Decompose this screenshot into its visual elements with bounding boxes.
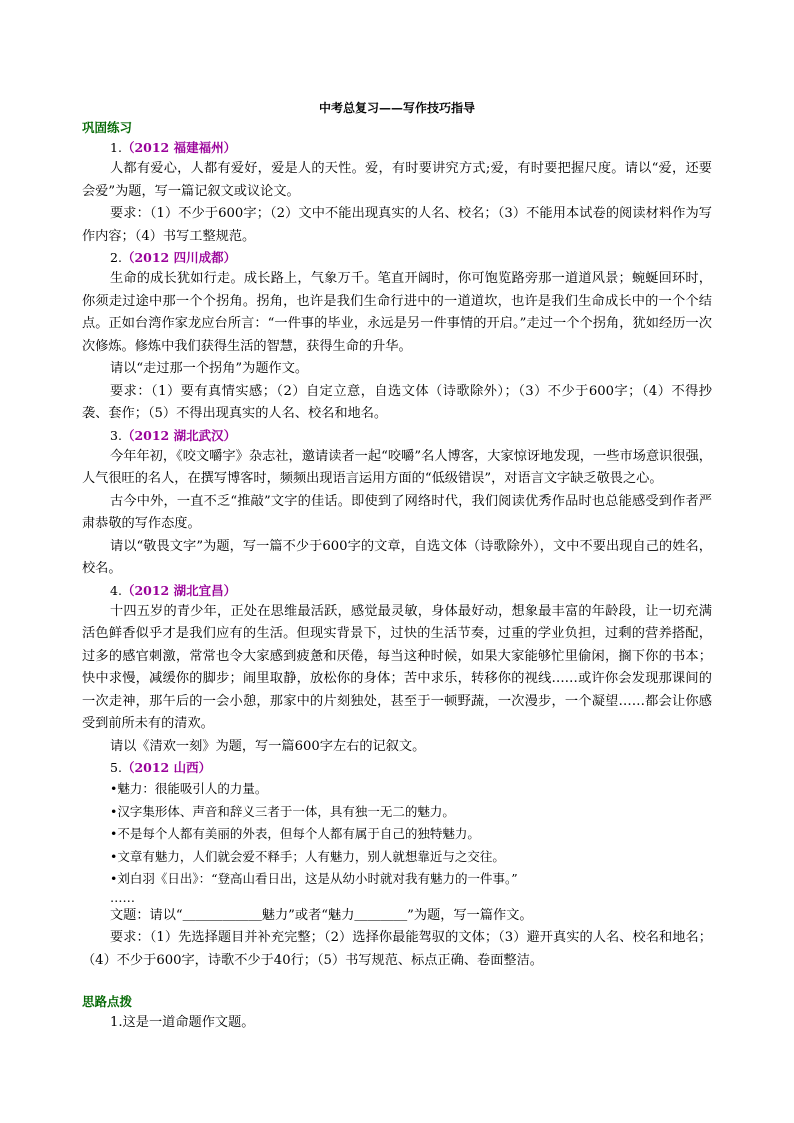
bullet-line: •刘白羽《日出》：“登高山看日出，这是从幼小时就对我有魅力的一件事。” [110, 871, 518, 886]
question-number: 5. [110, 760, 122, 775]
bullet-line: •魅力：很能吸引人的力量。 [110, 781, 268, 796]
question-header [82, 426, 712, 446]
document-page [82, 100, 712, 1035]
question-4 [82, 581, 712, 759]
paragraph: 要求：（1）要有真情实感；（2）自定立意，自选文体（诗歌除外）；（3）不少于600字；（4）不得抄袭、套作；（5）不得出现真实的人名、校名和地名。 [82, 383, 712, 421]
question-source: （2012 四川成都） [121, 250, 237, 265]
paragraph: 请以《清欢一刻》为题，写一篇600字左右的记叙文。 [110, 738, 426, 754]
question-source: （2012 湖北武汉） [121, 427, 237, 443]
section-tips-heading: 思路点拨 [82, 994, 133, 1009]
paragraph: 十四五岁的青少年，正处在思维最活跃，感觉最灵敏，身体最好动，想象最丰富的年龄段，让一切充满活色鲜香似乎才是我们应有的生活。但现实背景下，过快的生活节奏，过重的学业负担，过剩的营养搭配，过多的感官刺激，常常也令大家感到疲惫和厌倦，每当这种时候，如果大家能够忙里偷闲，搁下你的书本；快中求慢，减缓你的脚步；闹里取静，放松你的身体；苦中求乐，转移你的视线……或许你会发现那课间的一次走神，那午后的一会小憩，那家中的片刻独处，甚至于一顿野蔬，一次漫步，一个凝望……都会让你感受到前所未有的清欢。 [82, 603, 712, 731]
question-1 [82, 138, 712, 248]
question-source: （2012 山西） [121, 760, 212, 775]
question-number: 1. [110, 140, 122, 155]
spacer [82, 972, 712, 992]
paragraph: 生命的成长犹如行走。成长路上，气象万千。笔直开阔时，你可饱览路旁那一道道风景；蜿蜒回环时，你须走过途中那一个个拐角。拐角，也许是我们生命行进中的一道道坎，也许是我们生命成长中的一个个结点。正如台湾作家龙应台所言：“一件事的毕业，永远是另一件事情的开启。”走过一个个拐角，犹如经历一次次修炼。修炼中我们获得生活的智慧，获得生命的升华。 [82, 271, 712, 354]
tip-line: 1.这是一道命题作文题。 [110, 1015, 255, 1030]
question-3 [82, 426, 712, 581]
paragraph: 人都有爱心，人都有爱好，爱是人的天性。爱，有时要讲究方式;爱，有时要把握尺度。请以“爱，还要会爱”为题，写一篇记叙文或议论文。 [82, 161, 712, 199]
question-header [82, 138, 712, 158]
question-source: （2012 福建福州） [121, 140, 237, 155]
bullet-line: •汉字集形体、声音和辞义三者于一体，具有独一无二的魅力。 [110, 803, 455, 819]
paragraph: 要求：（1）不少于600字；（2）文中不能出现真实的人名、校名；（3）不能用本试卷的阅读材料作为写作内容；（4）书写工整规范。 [82, 206, 712, 244]
question-number: 3. [110, 427, 122, 443]
question-5 [82, 758, 712, 972]
question-number: 2. [110, 250, 122, 265]
bullet-line: •文章有魅力，人们就会爱不释手；人有魅力，别人就想靠近与之交往。 [110, 848, 505, 864]
document-title: 中考总复习——写作技巧指导 [318, 101, 475, 115]
paragraph: 请以“走过那一个拐角”为题作文。 [110, 361, 309, 376]
question-header [82, 581, 712, 601]
ellipsis: …… [110, 889, 135, 905]
question-header [82, 248, 712, 268]
bullet-line: •不是每个人都有美丽的外表，但每个人都有属于自己的独特魅力。 [110, 826, 480, 841]
section-practice-heading: 巩固练习 [82, 120, 133, 135]
paragraph: 请以“敬畏文字”为题，写一篇不少于600字的文章，自选文体（诗歌除外），文中不要出现自己的姓名，校名。 [82, 538, 712, 576]
question-2 [82, 248, 712, 426]
requirement-paragraph: 要求：（1）先选择题目并补充完整；（2）选择你最能驾驭的文体；（3）避开真实的人名、校名和地名；（4）不少于600字，诗歌不少于40行；（5）书写规范、标点正确、卷面整洁。 [82, 930, 712, 968]
question-number: 4. [110, 582, 122, 598]
question-source: （2012 湖北宜昌） [121, 582, 237, 598]
question-header [82, 758, 712, 778]
paragraph: 今年年初，《咬文嚼字》杂志社，邀请读者一起“咬嚼”名人博客，大家惊讶地发现，一些市场意识很强，人气很旺的名人，在撰写博客时，频频出现语言运用方面的“低级错误”，对语言文字缺乏敬畏之心。 [82, 448, 712, 486]
task-line: 文题：请以“＿＿＿＿＿＿魅力”或者“魅力＿＿＿＿”为题，写一篇作文。 [110, 907, 533, 923]
paragraph: 古今中外，一直不乏“推敲”文字的佳话。即使到了网络时代，我们阅读优秀作品时也总能感受到作者严肃恭敬的写作态度。 [82, 493, 712, 531]
